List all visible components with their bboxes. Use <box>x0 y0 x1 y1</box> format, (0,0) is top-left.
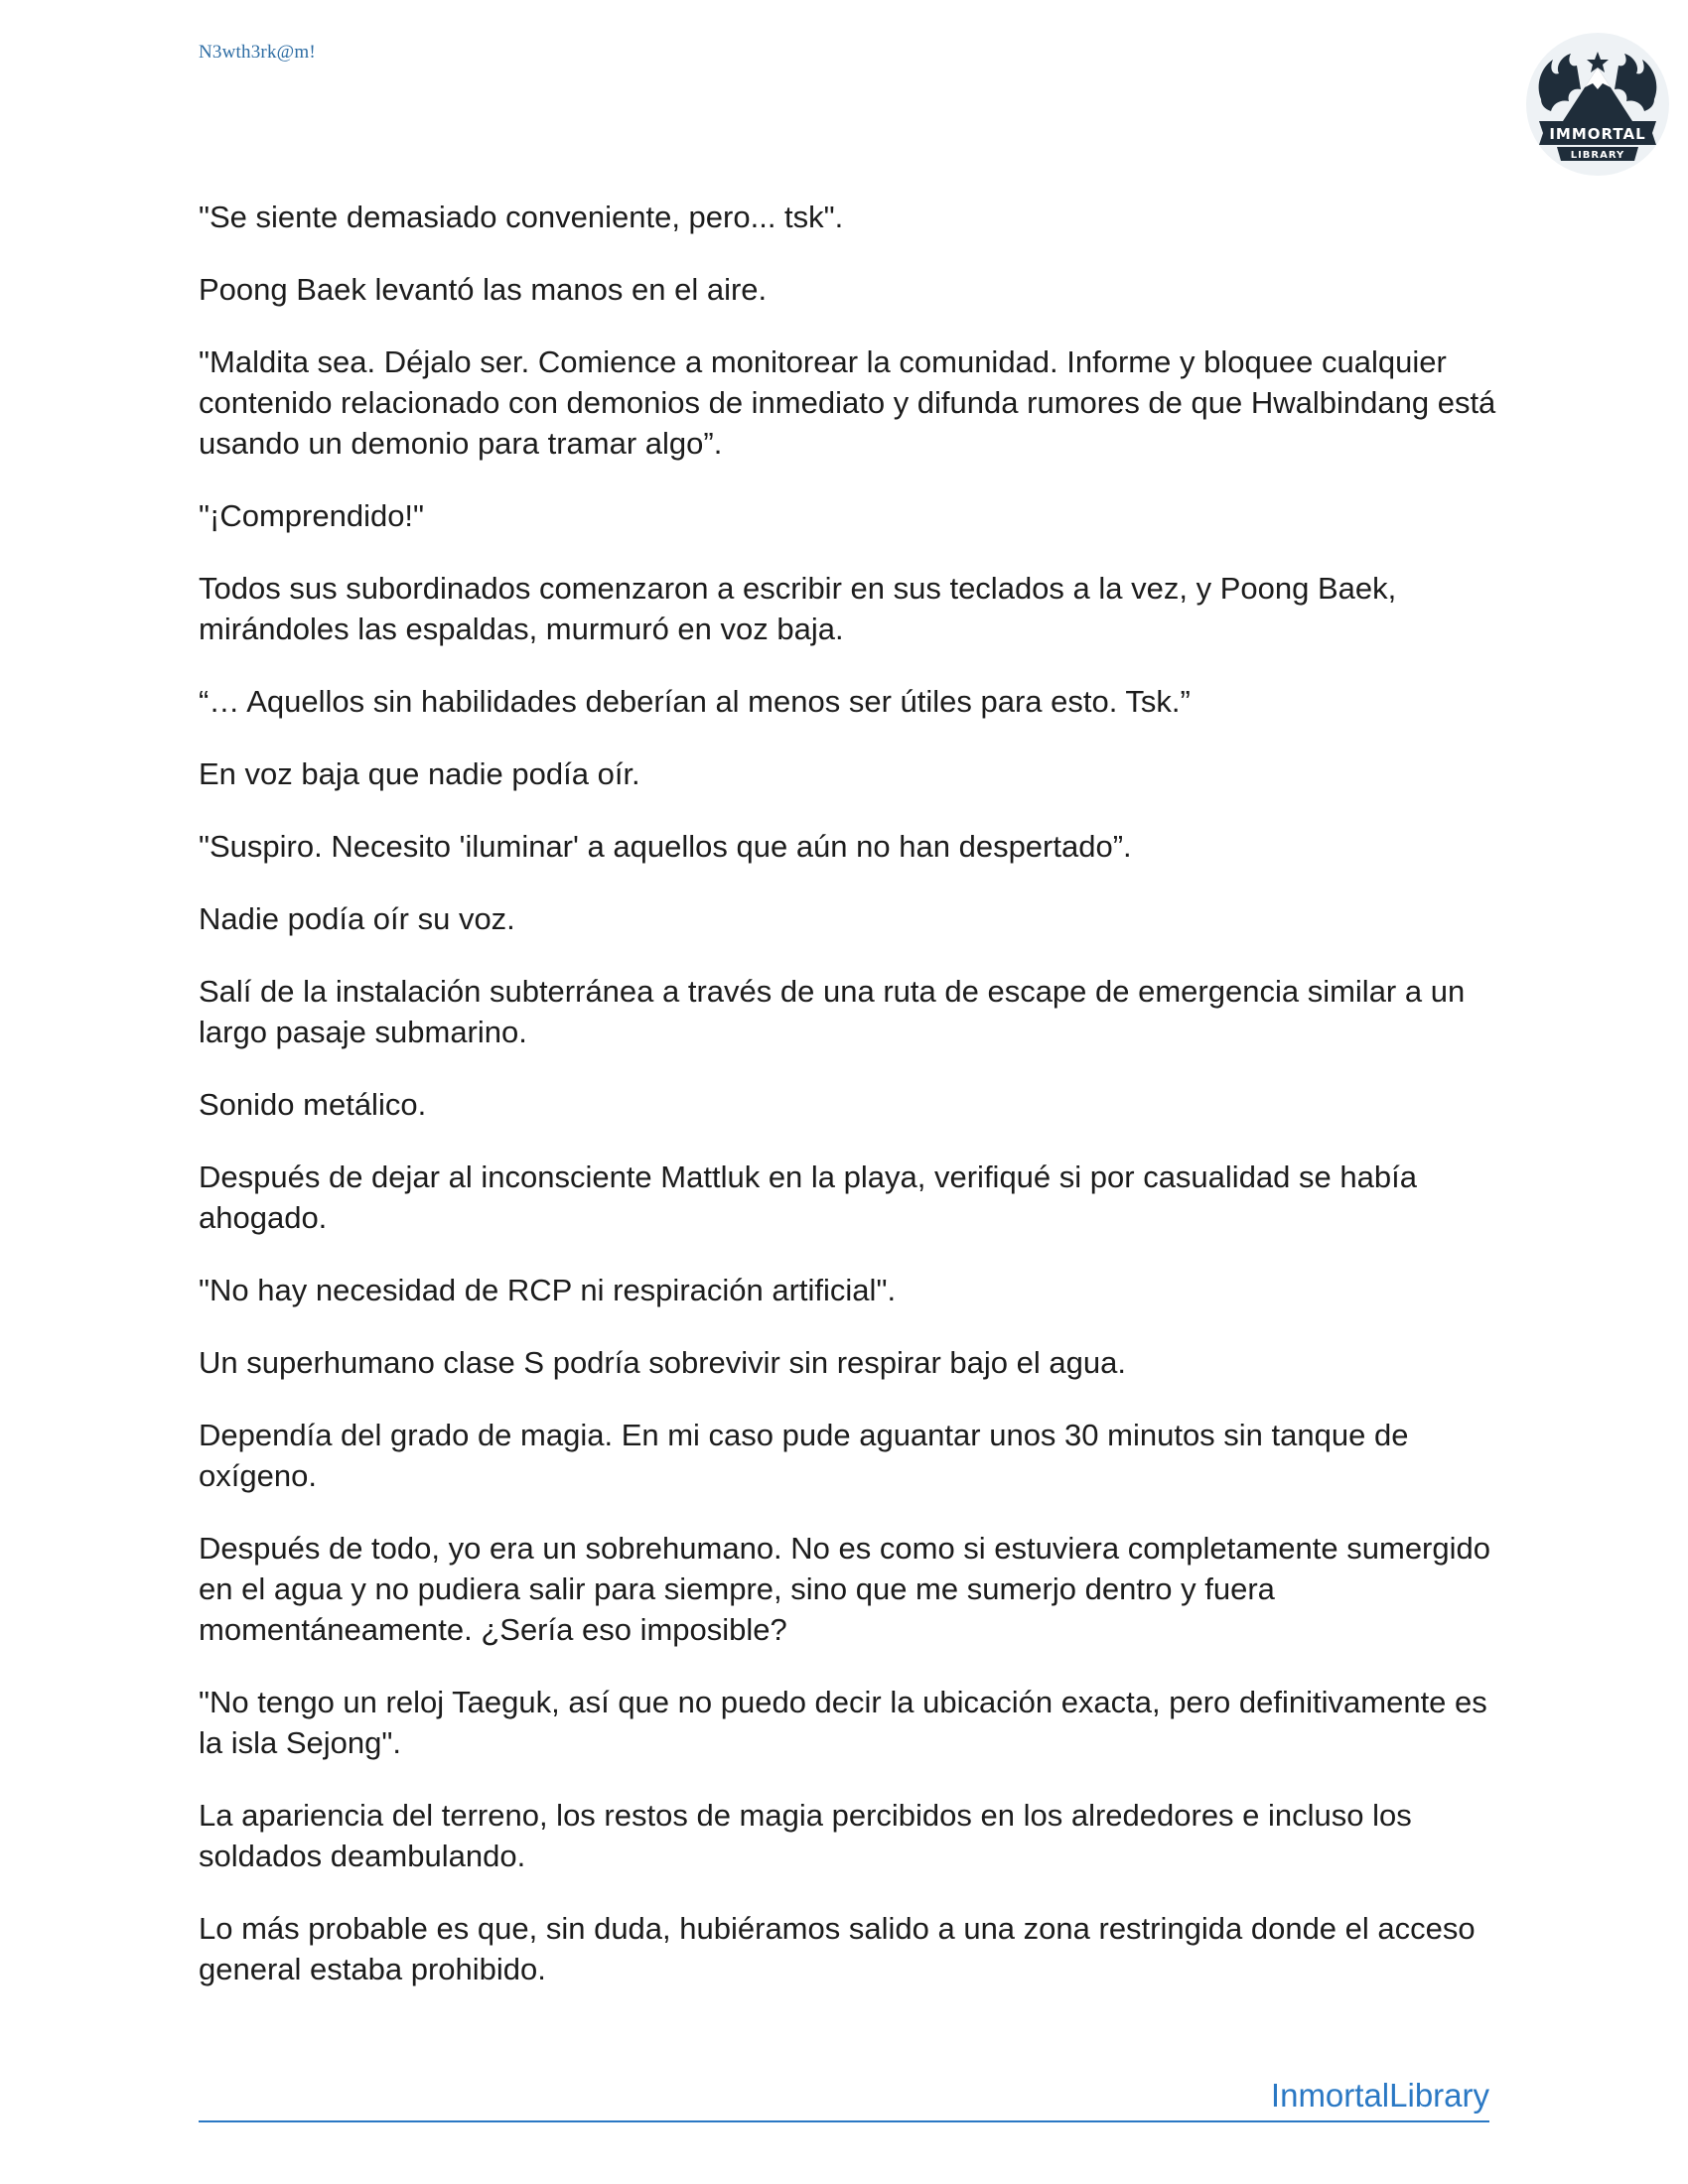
logo-line2-text: LIBRARY <box>1570 150 1625 161</box>
paragraph: Después de todo, yo era un sobrehumano. No es como si estuviera completamente sumergido en el agua y no pudiera salir para siempre, sino que me sumerjo dentro y fuera momentáneamente. ¿Sería eso imposible? <box>199 1531 1490 1647</box>
paragraph: “… Aquellos sin habilidades deberían al menos ser útiles para esto. Tsk.” <box>199 684 1191 719</box>
paragraph: Lo más probable es que, sin duda, hubiéramos salido a una zona restringida donde el acceso general estaba prohibido. <box>199 1911 1476 1986</box>
paragraph: La apariencia del terreno, los restos de magia percibidos en los alrededores e incluso los soldados deambulando. <box>199 1798 1412 1873</box>
paragraph: Poong Baek levantó las manos en el aire. <box>199 272 768 307</box>
paragraph: "No hay necesidad de RCP ni respiración artificial". <box>199 1273 897 1307</box>
paragraph: Sonido metálico. <box>199 1087 427 1122</box>
paragraph: "¡Comprendido!" <box>199 498 425 533</box>
paragraph: "Se siente demasiado conveniente, pero... tsk". <box>199 200 844 234</box>
paragraph: "Maldita sea. Déjalo ser. Comience a monitorear la comunidad. Informe y bloquee cualquier contenido relacionado con demonios de inmediato y difunda rumores de que Hwalbindang está usando un demonio para tramar algo”. <box>199 344 1496 461</box>
logo-line1-text: IMMORTAL <box>1549 125 1646 143</box>
header-watermark-text: N3wth3rk@m! <box>199 42 316 63</box>
paragraph: "No tengo un reloj Taeguk, así que no puedo decir la ubicación exacta, pero definitivamente es la isla Sejong". <box>199 1685 1487 1760</box>
paragraph: "Suspiro. Necesito 'iluminar' a aquellos que aún no han despertado”. <box>199 829 1132 864</box>
footer-library-link[interactable]: InmortalLibrary <box>199 2077 1489 2122</box>
paragraph: En voz baja que nadie podía oír. <box>199 756 640 791</box>
document-body <box>199 197 1499 2021</box>
paragraph: Salí de la instalación subterránea a través de una ruta de escape de emergencia similar a un largo pasaje submarino. <box>199 974 1466 1049</box>
paragraph: Después de dejar al inconsciente Mattluk en la playa, verifiqué si por casualidad se había ahogado. <box>199 1160 1417 1235</box>
paragraph: Dependía del grado de magia. En mi caso pude aguantar unos 30 minutos sin tanque de oxígeno. <box>199 1418 1409 1493</box>
immortal-library-logo <box>1523 30 1672 179</box>
paragraph: Todos sus subordinados comenzaron a escribir en sus teclados a la vez, y Poong Baek, mirándoles las espaldas, murmuró en voz baja. <box>199 571 1397 646</box>
paragraph: Nadie podía oír su voz. <box>199 901 515 936</box>
paragraph: Un superhumano clase S podría sobrevivir sin respirar bajo el agua. <box>199 1345 1126 1380</box>
